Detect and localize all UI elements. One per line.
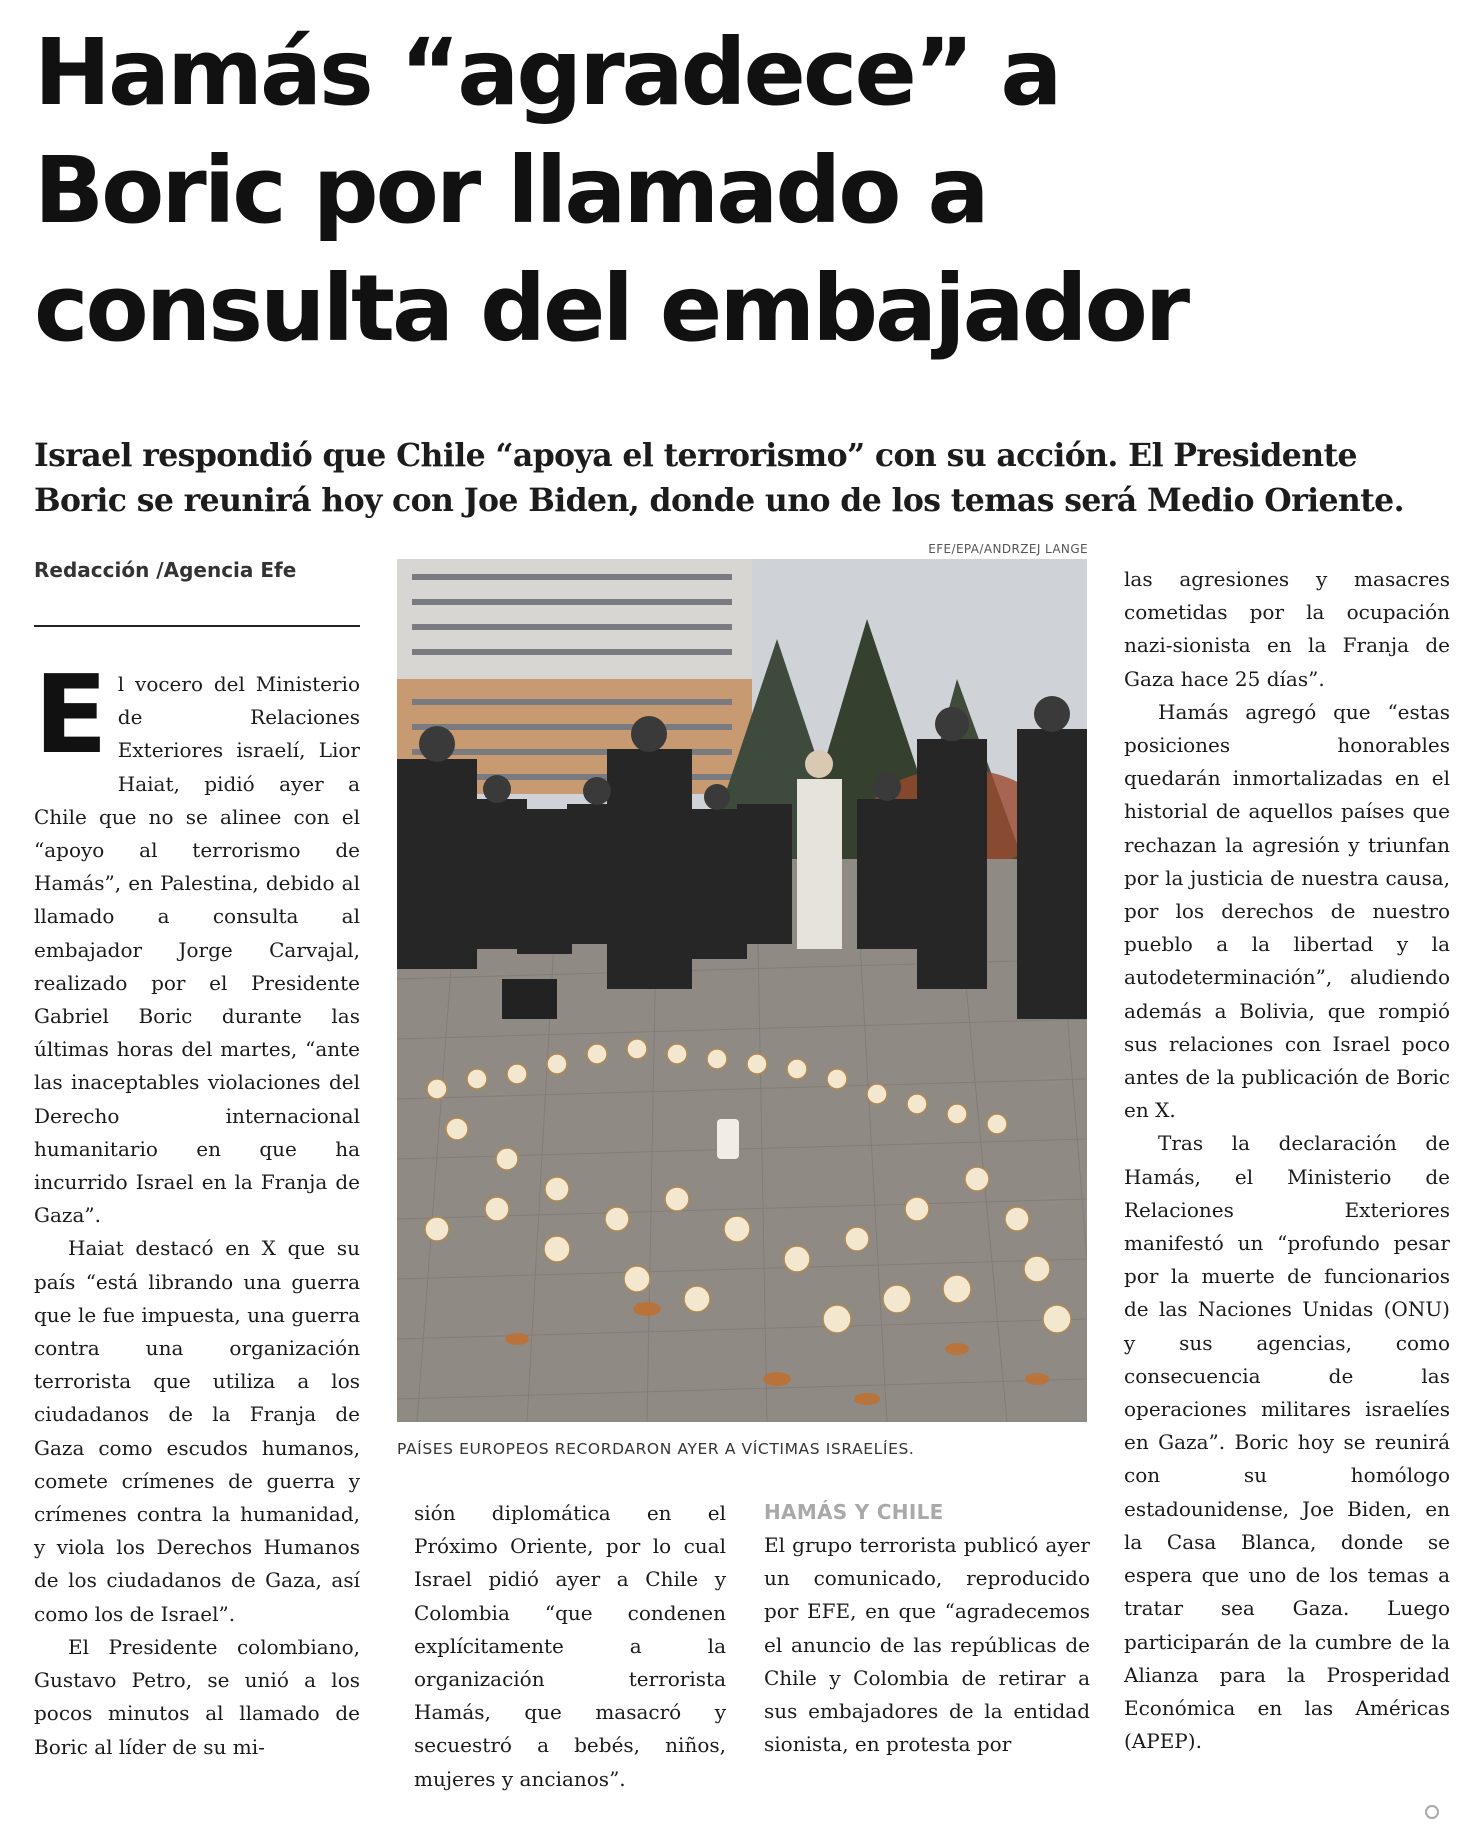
paragraph: El grupo terrorista publicó ayer un comunicado, reproducido por EFE, en que “agradecemos el anuncio de las repúblicas de Chile y Colombia de retirar a sus embajadores de la entidad sionista, en protesta por — [764, 1533, 1090, 1757]
headline-line: Boric por llamado a — [34, 137, 987, 244]
paragraph: El Presidente colombiano, Gustavo Petro, se unió a los pocos minutos al llamado de Boric al líder de su mi- — [34, 1634, 360, 1759]
article-column-1 — [34, 653, 360, 1764]
paragraph: Tras la declaración de Hamás, el Ministerio de Relaciones Exteriores manifestó un “profundo pesar por la muerte de funcionarios de las Naciones Unidas (ONU) y sus agencias, como consecuencia de las operaciones militares israelíes en Gaza”. Boric hoy se reunirá con su homólogo estadounidense, Joe Biden, en la Casa Blanca, donde se espera que uno de los temas a tratar sea Gaza. Luego participarán de la cumbre de la Alianza para la Prosperidad Económica en las Américas (APEP). — [1124, 1131, 1450, 1754]
deck-line: Boric se reunirá hoy con Joe Biden, donde uno de los temas será Medio Oriente. — [34, 482, 1404, 519]
end-of-article-icon — [1425, 1805, 1439, 1819]
paragraph: sión diplomática en el Próximo Oriente, por lo cual Israel pidió ayer a Chile y Colombia “que condenen explícitamente a la organización terrorista Hamás, que masacró y secuestró a bebés, niños, mujeres y ancianos”. — [414, 1501, 726, 1791]
paragraph-text: l vocero del Ministerio de Relaciones Exteriores israelí, Lior Haiat, pidió ayer a Chile que no se alinee con el “apoyo al terrorismo de Hamás”, en Palestina, debido al llamado a consulta al embajador Jorge Carvajal, realizado por el Presidente Gabriel Boric durante las últimas horas del martes, “ante las inaceptables violaciones del Derecho internacional humanitario en que ha incurrido Israel en la Franja de Gaza”. — [34, 672, 360, 1228]
paragraph — [34, 653, 360, 1232]
headline-line: consulta del embajador — [34, 255, 1188, 362]
headline — [34, 14, 1444, 368]
photo-credit: EFE/EPA/ANDRZEJ LANGE — [928, 542, 1088, 556]
photo-illustration — [397, 559, 1087, 1422]
byline: Redacción /Agencia Efe — [34, 558, 297, 582]
byline-divider — [34, 625, 360, 627]
photo-caption: PAÍSES EUROPEOS RECORDARON AYER A VÍCTIMAS ISRAELÍES. — [397, 1440, 915, 1458]
article-column-4 — [1124, 563, 1450, 1758]
paragraph: Hamás agregó que “estas posiciones honorables quedarán inmortalizadas en el historial de aquellos países que rechazan la agresión y triunfan por la justicia de nuestra causa, por los derechos de nuestro pueblo a la libertad y la autodeterminación”, aludiendo además a Bolivia, que rompió sus relaciones con Israel poco antes de la publicación de Boric en X. — [1124, 699, 1450, 1123]
deck-line: Israel respondió que Chile “apoya el terrorismo” con su acción. El Presidente — [34, 437, 1357, 474]
deck-subtitle — [34, 433, 1444, 523]
paragraph: Haiat destacó en X que su país “está librando una guerra que le fue impuesta, una guerra contra una organización terrorista que utiliza a los ciudadanos de la Franja de Gaza como escudos humanos, comete crímenes de guerra y crímenes contra la humanidad, y viola los Derechos Humanos de los ciudadanos de Gaza, así como los de Israel”. — [34, 1236, 360, 1626]
article-column-2 — [414, 1497, 726, 1796]
drop-cap: E — [34, 653, 108, 778]
news-photo — [397, 559, 1087, 1422]
paragraph: las agresiones y masacres cometidas por la ocupación nazi-sionista en la Franja de Gaza hace 25 días”. — [1124, 567, 1450, 691]
article-column-3 — [764, 1497, 1090, 1761]
section-subhead: HAMÁS Y CHILE — [764, 1500, 944, 1524]
headline-line: Hamás “agradece” a — [34, 19, 1060, 126]
